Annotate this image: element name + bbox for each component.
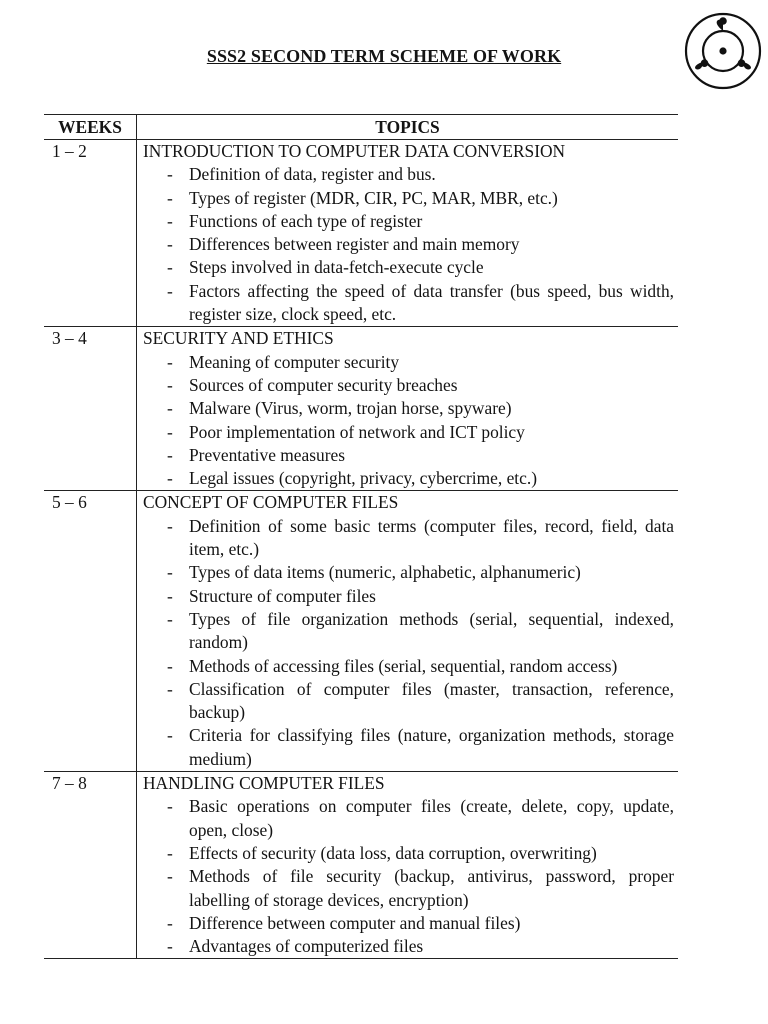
topics-cell	[137, 140, 679, 327]
dash-bullet-icon: -	[167, 398, 173, 419]
weeks-cell: 7 – 8	[44, 772, 137, 959]
list-item	[143, 724, 678, 771]
dash-bullet-icon: -	[167, 164, 173, 185]
subtopic-text: Sources of computer security breaches	[189, 374, 458, 395]
subtopic-text: Poor implementation of network and ICT policy	[189, 421, 525, 442]
subtopic-text: Types of register (MDR, CIR, PC, MAR, MBR, etc.)	[189, 187, 558, 208]
subtopic-list	[143, 163, 678, 326]
dash-bullet-icon: -	[167, 374, 173, 395]
subtopic-text: Steps involved in data-fetch-execute cycle	[189, 257, 484, 278]
weeks-cell: 5 – 6	[44, 491, 137, 772]
dash-bullet-icon: -	[167, 257, 173, 278]
dash-bullet-icon: -	[167, 678, 173, 699]
topic-heading: INTRODUCTION TO COMPUTER DATA CONVERSION	[143, 141, 566, 161]
dash-bullet-icon: -	[167, 351, 173, 372]
topic-heading: HANDLING COMPUTER FILES	[143, 773, 385, 794]
subtopic-text: Definition of data, register and bus.	[189, 164, 436, 185]
table-row	[44, 327, 678, 491]
list-item	[143, 421, 678, 444]
list-item	[143, 163, 678, 186]
document-title: SSS2 SECOND TERM SCHEME OF WORK	[206, 46, 562, 66]
dash-bullet-icon: -	[167, 936, 173, 957]
list-item	[143, 515, 678, 562]
dash-bullet-icon: -	[167, 562, 173, 583]
subtopic-text: Definition of some basic terms (computer files, record, field, data item, etc.)	[189, 515, 674, 560]
subtopic-text: Effects of security (data loss, data corruption, overwriting)	[189, 842, 597, 863]
subtopic-text: Difference between computer and manual files)	[189, 912, 521, 933]
table-row	[44, 491, 678, 772]
list-item	[143, 561, 678, 584]
scheme-table	[44, 114, 678, 959]
list-item	[143, 256, 678, 279]
dash-bullet-icon: -	[167, 210, 173, 231]
subtopic-text: Structure of computer files	[189, 585, 376, 606]
list-item	[143, 467, 678, 490]
subtopic-text: Classification of computer files (master, transaction, reference, backup)	[189, 678, 674, 723]
subtopic-text: Meaning of computer security	[189, 351, 400, 372]
list-item	[143, 187, 678, 210]
dash-bullet-icon: -	[167, 444, 173, 465]
dash-bullet-icon: -	[167, 866, 173, 887]
subtopic-list	[143, 795, 678, 958]
list-item	[143, 351, 678, 374]
dash-bullet-icon: -	[167, 421, 173, 442]
table-row	[44, 140, 678, 327]
subtopic-list	[143, 515, 678, 771]
dash-bullet-icon: -	[167, 725, 173, 746]
list-item	[143, 865, 678, 912]
dash-bullet-icon: -	[167, 187, 173, 208]
list-item	[143, 585, 678, 608]
topic-heading: SECURITY AND ETHICS	[143, 328, 334, 349]
dash-bullet-icon: -	[167, 585, 173, 606]
subtopic-text: Functions of each type of register	[189, 210, 423, 231]
list-item	[143, 678, 678, 725]
list-item	[143, 374, 678, 397]
topics-cell	[137, 491, 679, 772]
subtopic-list	[143, 351, 678, 491]
list-item	[143, 280, 678, 327]
list-item	[143, 935, 678, 958]
topic-heading: CONCEPT OF COMPUTER FILES	[143, 492, 399, 513]
subtopic-text: Differences between register and main memory	[189, 234, 520, 255]
weeks-cell: 1 – 2	[44, 140, 137, 327]
weeks-column-header: WEEKS	[44, 115, 137, 140]
subtopic-text: Methods of file security (backup, antivirus, password, proper labelling of storage devices, encryption)	[189, 866, 674, 910]
subtopic-text: Malware (Virus, worm, trojan horse, spyware)	[189, 398, 512, 419]
subtopic-text: Methods of accessing files (serial, sequential, random access)	[189, 655, 618, 676]
list-item	[143, 210, 678, 233]
list-item	[143, 444, 678, 467]
dash-bullet-icon: -	[167, 234, 173, 255]
list-item	[143, 655, 678, 678]
subtopic-text: Criteria for classifying files (nature, organization methods, storage medium)	[189, 725, 674, 769]
subtopic-text: Types of data items (numeric, alphabetic, alphanumeric)	[189, 562, 581, 583]
subtopic-text: Advantages of computerized files	[189, 936, 424, 957]
table-row	[44, 772, 678, 959]
dash-bullet-icon: -	[167, 912, 173, 933]
list-item	[143, 912, 678, 935]
dash-bullet-icon: -	[167, 842, 173, 863]
subtopic-text: Factors affecting the speed of data transfer (bus speed, bus width, register size, clock speed, etc.	[189, 280, 674, 325]
subtopic-text: Basic operations on computer files (create, delete, copy, update, open, close)	[189, 796, 674, 840]
subtopic-text: Types of file organization methods (serial, sequential, indexed, random)	[189, 608, 674, 653]
dash-bullet-icon: -	[167, 608, 173, 629]
list-item	[143, 795, 678, 842]
subtopic-text: Legal issues (copyright, privacy, cybercrime, etc.)	[189, 468, 537, 489]
topics-column-header: TOPICS	[137, 115, 679, 140]
dash-bullet-icon: -	[167, 468, 173, 489]
dash-bullet-icon: -	[167, 515, 173, 536]
dash-bullet-icon: -	[167, 796, 173, 817]
table-header-row	[44, 115, 678, 140]
weeks-cell: 3 – 4	[44, 327, 137, 491]
dash-bullet-icon: -	[167, 280, 173, 301]
dash-bullet-icon: -	[167, 655, 173, 676]
list-item	[143, 397, 678, 420]
list-item	[143, 842, 678, 865]
scheme-table-body	[44, 140, 678, 959]
subtopic-text: Preventative measures	[189, 444, 345, 465]
topics-cell	[137, 772, 679, 959]
list-item	[143, 608, 678, 655]
list-item	[143, 233, 678, 256]
topics-cell	[137, 327, 679, 491]
